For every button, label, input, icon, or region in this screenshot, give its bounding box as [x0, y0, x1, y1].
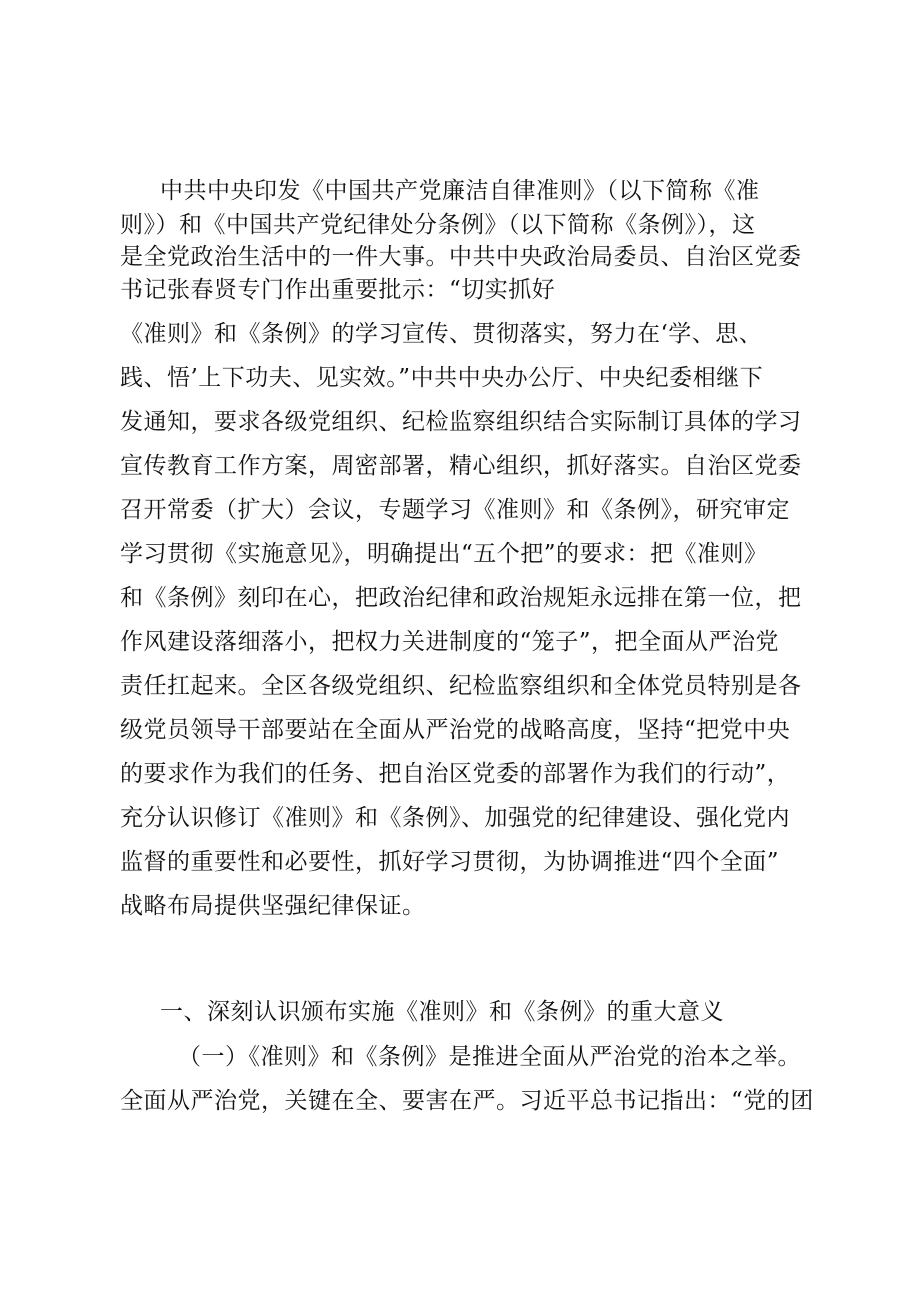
paragraph-line: 发通知，要求各级党组织、纪检监察组织结合实际制订具体的学习 — [120, 409, 802, 435]
paragraph-line: 监督的重要性和必要性，抓好学习贯彻，为协调推进“四个全面” — [120, 849, 780, 875]
paragraph-line: 宣传教育工作方案，周密部署，精心组织，抓好落实。自治区党委 — [120, 453, 802, 479]
paragraph-line: 是全党政治生活中的一件大事。中共中央政治局委员、自治区党委 — [120, 244, 802, 270]
paragraph-line: 书记张春贤专门作出重要批示：“切实抓好 — [120, 277, 556, 303]
paragraph-line: 学习贯彻《实施意见》，明确提出“五个把”的要求：把《准则》 — [120, 541, 768, 567]
paragraph-line: 级党员领导干部要站在全面从严治党的战略高度，坚持“把党中央 — [120, 717, 791, 743]
paragraph-line: 践、悟’上下功夫、见实效。”中共中央办公厅、中央纪委相继下 — [120, 365, 764, 391]
section-heading: 一、深刻认识颁布实施《准则》和《条例》的重大意义 — [160, 999, 724, 1025]
subsection-line: （一）《准则》和《条例》是推进全面从严治党的治本之举。 — [178, 1044, 801, 1070]
paragraph-line: 和《条例》刻印在心，把政治纪律和政治规矩永远排在第一位，把 — [120, 585, 802, 611]
paragraph-line: 责任扛起来。全区各级党组织、纪检监察组织和全体党员特别是各 — [120, 673, 802, 699]
paragraph-line: 的要求作为我们的任务、把自治区党委的部署作为我们的行动”， — [120, 761, 791, 787]
paragraph-line: 召开常委（扩大）会议，专题学习《准则》和《条例》，研究审定 — [120, 497, 790, 523]
paragraph-line: 中共中央印发《中国共产党廉洁自律准则》（以下简称《准 — [160, 178, 760, 204]
paragraph-line: 则》）和《中国共产党纪律处分条例》（以下简称《条例》），这 — [120, 212, 756, 238]
paragraph-line: 充分认识修订《准则》和《条例》、加强党的纪律建设、强化党内 — [120, 805, 790, 831]
subsection-line: 全面从严治党，关键在全、要害在严。习近平总书记指出：“党的团 — [120, 1088, 814, 1114]
paragraph-line: 战略布局提供坚强纪律保证。 — [120, 893, 426, 919]
paragraph-line: 作风建设落细落小，把权力关进制度的“笼子”，把全面从严治党 — [120, 629, 780, 655]
paragraph-line: 《准则》和《条例》的学习宣传、贯彻落实，努力在‘学、思、 — [120, 321, 763, 347]
